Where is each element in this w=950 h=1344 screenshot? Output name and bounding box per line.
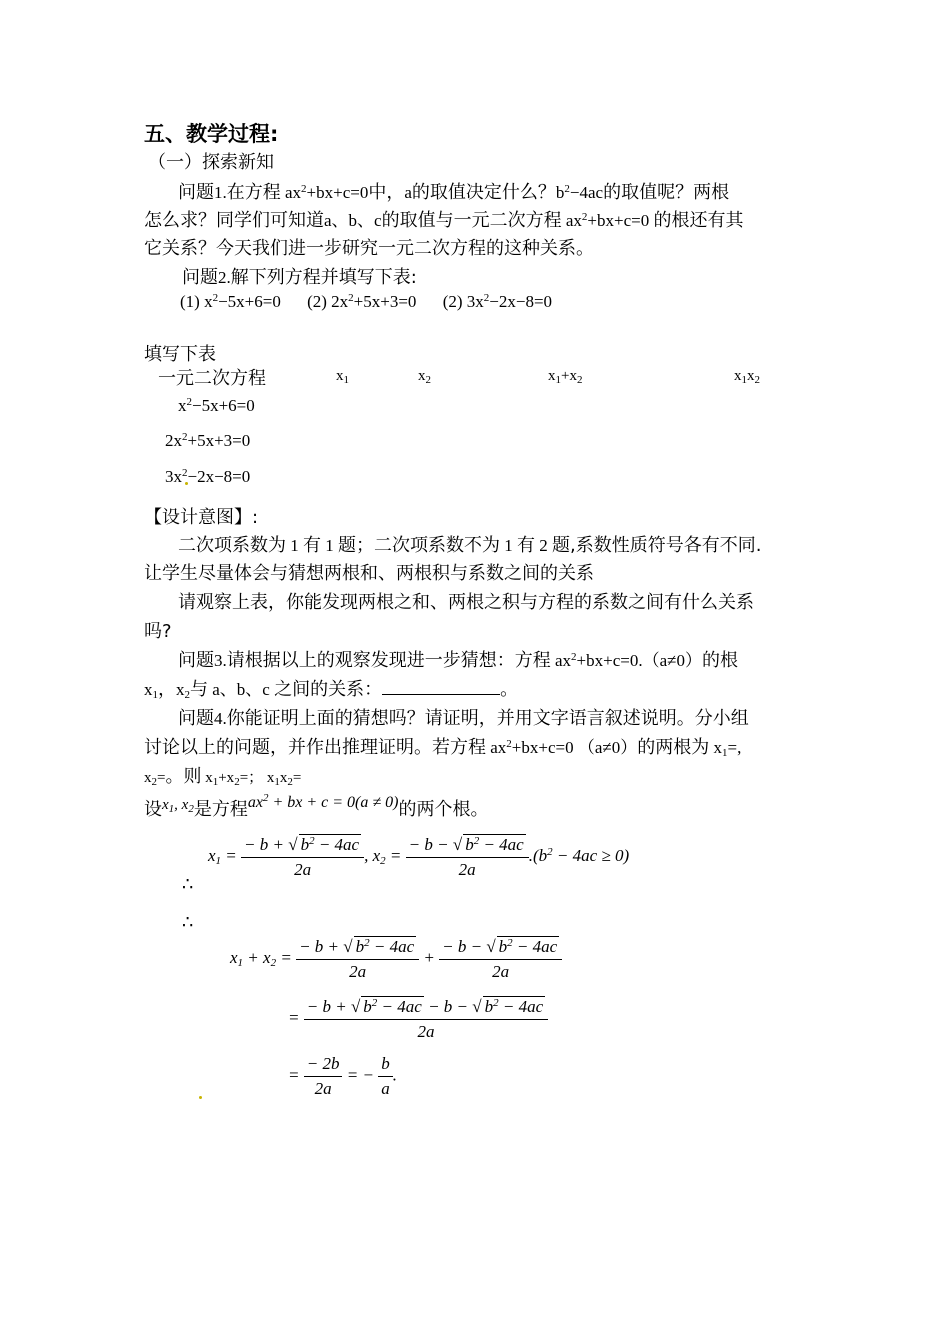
sum-derivation-step-1: $x_1 + x_2$ = $\frac{- b + √ b^2 - 4ac}{2a}$ + $\frac{- b - √ b^2 - 4ac}{2a}$	[230, 936, 562, 982]
question-3-line-2: $x_1$，$x_2$与 a、b、c 之间的关系： 。	[144, 679, 519, 701]
design-intent-line-4: 吗?	[144, 621, 172, 642]
question-1-line-1: 问题1.在方程 $ax^2+bx+c=0$中，a的取值决定什么？$b^2-4ac$的取值呢？两根	[178, 182, 730, 203]
answer-blank	[382, 680, 500, 695]
design-intent-line-2: 让学生尽量体会与猜想两根和、两根积与系数之间的关系	[144, 563, 594, 584]
marker-dot	[185, 482, 188, 485]
proof-intro: 设$^{x_1, x_2}$是方程$ax^2$ + bx + c = 0(a ≠ 0)的两个根。	[144, 792, 489, 820]
question-4-line-1: 问题4.你能证明上面的猜想吗？请证明，并用文字语言叙述说明。分小组	[178, 708, 749, 729]
question-1-line-3: 它关系？今天我们进一步研究一元二次方程的这种关系。	[144, 238, 594, 259]
design-intent-line-1: 二次项系数为 1 有 1 题；二次项系数不为 1 有 2 题,系数性质符号各有不同.	[178, 535, 762, 556]
question-4-line-2: 讨论以上的问题，并作出推理证明。若方程 $ax^2+bx+c=0$ （a≠0）的两根为 $x_1=$,	[144, 737, 742, 759]
table-row: $2x^2+5x+3=0$	[165, 431, 251, 450]
table-row: $x^2-5x+6=0$	[178, 396, 255, 415]
table-row: $3x^2-2x-8=0$	[165, 467, 251, 486]
therefore-symbol-2: ∴	[182, 912, 194, 933]
table-caption: 填写下表	[144, 344, 216, 365]
question-2: 问题2.解下列方程并填写下表:	[182, 267, 417, 288]
table-header-sum: $x_1+x_2$	[548, 368, 583, 386]
equation-3: (2) $3x^2-2x-8=0$	[442, 292, 553, 311]
question-1-line-2: 怎么求？同学们可知道a、b、c的取值与一元二次方程 $ax^2+bx+c=0$ 的根还有其	[144, 210, 744, 231]
question-3-line-1: 问题3.请根据以上的观察发现进一步猜想：方程 $ax^2+bx+c=0.(a\ne 0)$的根	[178, 650, 738, 671]
table-header-x1: $x_1$	[336, 368, 349, 386]
equation-2: (2) $2x^2+5x+3=0$	[307, 292, 417, 311]
root-formula: $x_1$ = $\frac{- b + √ b^2 - 4ac}{2a}$ , $x_2$ = $\frac{- b - √ b^2 - 4ac}{2a}$ $.(b^2 - 4ac \ge 0)$	[208, 835, 630, 879]
design-intent-line-3: 请观察上表，你能发现两根之和、两根之积与方程的系数之间有什么关系	[178, 592, 754, 613]
table-header-x2: $x_2$	[418, 368, 431, 386]
table-header-equation: 一元二次方程	[158, 368, 266, 389]
subsection-title: （一）探索新知	[148, 152, 274, 173]
marker-dot	[199, 1096, 202, 1099]
equation-1: (1) $x^2-5x+6=0$	[180, 292, 281, 311]
question-4-line-3: $x_2=$。则 $x_1+x_2=$； $x_1x_2=$	[144, 766, 302, 788]
design-intent-title: 【设计意图】:	[144, 507, 259, 528]
sum-derivation-step-2: = $\frac{- b + √ b^2 - 4ac - b - √ b^2 - 4ac}{2a}$	[288, 996, 548, 1042]
sum-derivation-step-3: = $\frac{- 2b}{2a}$ = − $\frac{b}{a}$ .	[288, 1054, 397, 1098]
table-header-product: $x_1x_2$	[734, 368, 760, 386]
therefore-symbol: ∴	[182, 874, 194, 895]
section-title: 五、教学过程:	[144, 122, 279, 146]
question-2-equations	[180, 292, 552, 312]
